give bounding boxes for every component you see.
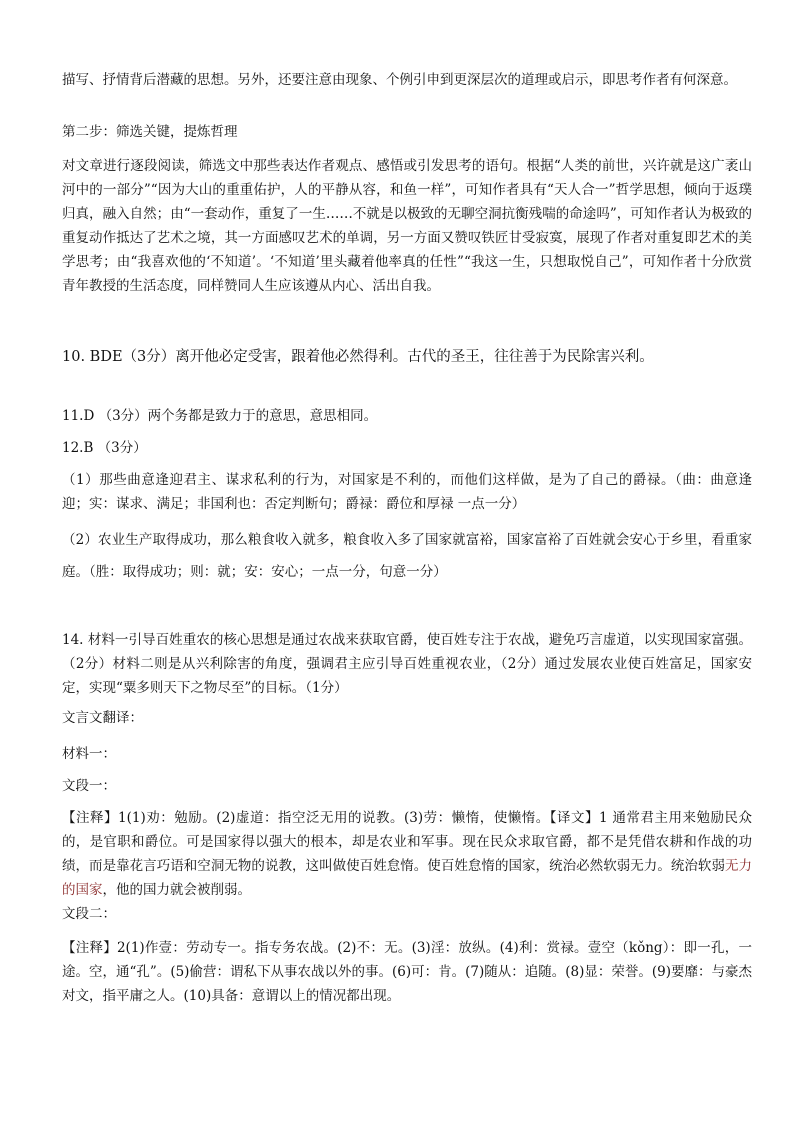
answer-13-2: （2）农业生产取得成功，那么粮食收入就多，粮食收入多了国家就富裕，国家富裕了百姓就会安心于乡里，看重家庭。（胜：取得成功；则：就；安：安心；一点一分，句意一分）: [62, 532, 752, 580]
step-two-heading: 第二步：筛选关键，提炼哲理: [62, 124, 238, 140]
notes-text-highlight: 无力的国家: [62, 858, 752, 898]
section-one-notes: [62, 806, 752, 902]
material-one-heading: 材料一：: [62, 746, 116, 762]
paragraph-analysis: 对文章进行逐段阅读，筛选文中那些表达作者观点、感悟或引发思考的语句。根据“人类的前世，兴许就是这广袤山河中的一部分”“因为大山的重重佑护，人的平静从容，和鱼一样”，可知作者具有“天人合一”哲学思想，倾向于返璞归真，融入自然；由“一套动作，重复了一生……不就是以极致的无聊空洞抗衡残喘的命途吗”，可知作者认为极致的重复动作抵达了艺术之境，其一方面感叹艺术的单调，另一方面又赞叹铁匠甘受寂寞，展现了作者对重复即艺术的美学思考；由“我喜欢他的‘不知道’。‘不知道’里头藏着他率真的任性”“我这一生，只想取悦自己”，可知作者十分欣赏青年教授的生活态度，同样赞同人生应该遵从内心、活出自我。: [62, 158, 752, 294]
answer-10: 10. BDE（3分）离开他必定受害，跟着他必然得利。古代的圣王，往往善于为民除害兴利。: [62, 349, 654, 365]
section-two-notes: 【注释】2(1)作壹：劳动专一。指专务农战。(2)不：无。(3)淫：放纵。(4)利：赏禄。壹空（kǒng）：即一孔，一途。空，通“孔”。(5)偷营：谓私下从事农战以外的事。(6)可：肯。(7)随从：追随。(8)显：荣誉。(9)要靡：与豪杰对文，指平庸之人。(10)具备：意谓以上的情况都出现。: [62, 940, 752, 1004]
section-one-heading: 文段一：: [62, 778, 116, 794]
translation-heading: 文言文翻译：: [62, 710, 143, 726]
notes-text-end: ，他的国力就会被削弱。: [102, 882, 251, 898]
answer-12: 12.B （3分）: [62, 440, 147, 456]
answer-11: 11.D （3分）两个务都是致力于的意思，意思相同。: [62, 408, 378, 424]
paragraph-intro: 描写、抒情背后潜藏的思想。另外，还要注意由现象、个例引申到更深层次的道理或启示，即思考作者有何深意。: [62, 72, 737, 88]
answer-13-1: （1）那些曲意逢迎君主、谋求私利的行为，对国家是不利的，而他们这样做，是为了自己的爵禄。（曲：曲意逢迎；实：谋求、满足；非国利也：否定判断句；爵禄：爵位和厚禄 一点一分）: [62, 472, 752, 512]
answer-14: 14. 材料一引导百姓重农的核心思想是通过农战来获取官爵，使百姓专注于农战，避免巧言虚道，以实现国家富强。（2分）材料二则是从兴利除害的角度，强调君主应引导百姓重视农业，（2分）通过发展农业使百姓富足，国家安定，实现“粟多则天下之物尽至”的目标。（1分）: [62, 632, 752, 696]
section-two-heading: 文段二：: [62, 906, 116, 922]
notes-text: 【注释】1(1)劝：勉励。(2)虚道：指空泛无用的说教。(3)劳：懒惰，使懒惰。【译文】1 通常君主用来勉励民众的，是官职和爵位。可是国家得以强大的根本，却是农业和军事。现在民众求取官爵，都不是凭借农耕和作战的功绩，而是靠花言巧语和空洞无物的说教，这叫做使百姓怠惰。使百姓怠惰的国家，统治必然软弱无力。统治软弱: [62, 810, 752, 874]
